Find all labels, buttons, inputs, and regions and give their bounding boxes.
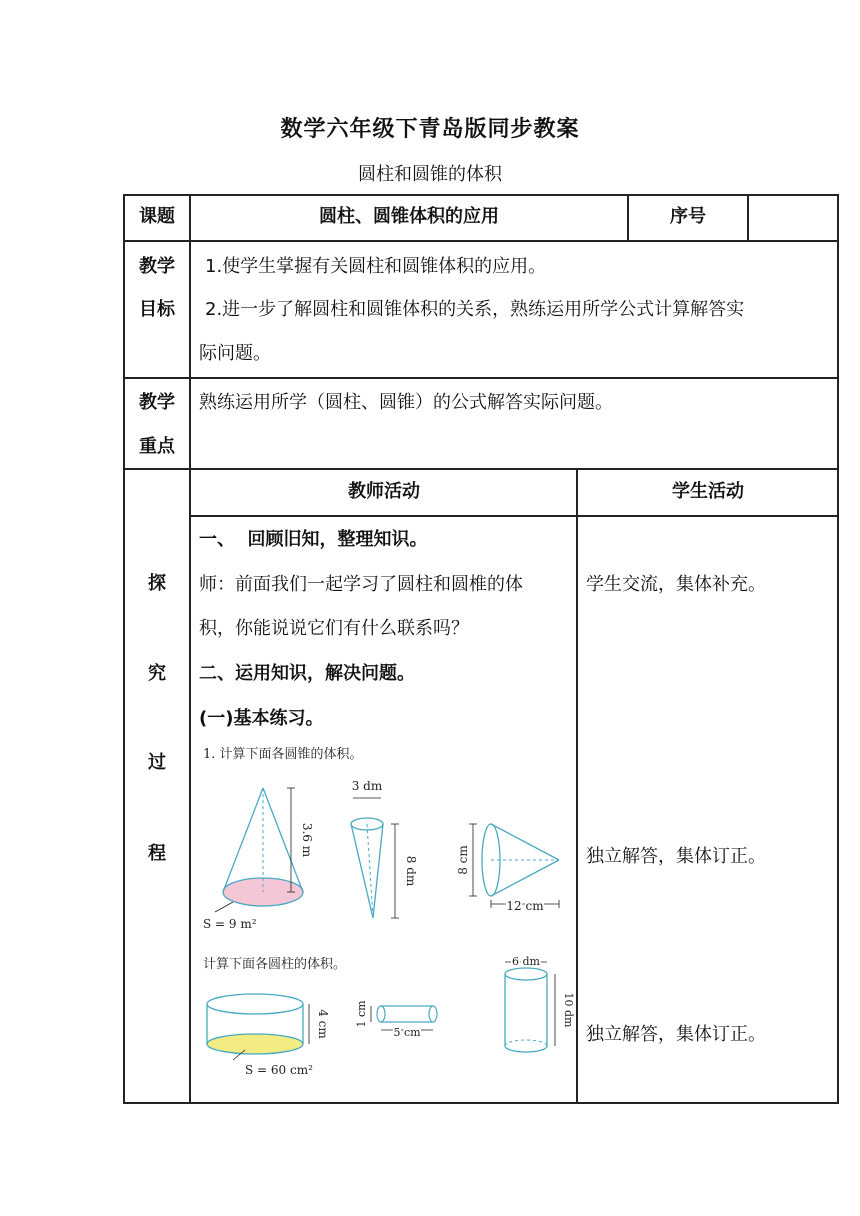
cone-1-height-label: 3.6 m [300, 822, 314, 858]
document-title: 数学六年级下青岛版同步教案 [280, 117, 580, 142]
student-activity-3: 独立解答，集体订正。 [586, 1024, 766, 1045]
section-heading-review: 一、 回顾旧知，整理知识。 [199, 529, 428, 550]
sequence-label: 序号 [670, 206, 706, 227]
cone-exercise-figure [199, 742, 573, 934]
topic-label: 课题 [139, 206, 175, 227]
cone-1-area-label: S = 9 m² [203, 917, 257, 931]
cylinder-2-diagram [355, 1000, 437, 1039]
cone-3-diameter-label: 8 cm [456, 845, 470, 875]
student-activity-2: 独立解答，集体订正。 [586, 846, 766, 867]
cone-2-diameter-label: 3 dm [351, 779, 383, 793]
goal-line-2: 2.进一步了解圆柱和圆锥体积的关系，熟练运用所学公式计算解答实 [205, 299, 745, 320]
cylinder-2-length-label: 5 cm [393, 1026, 421, 1039]
row-divider [123, 377, 839, 379]
key-text: 熟练运用所学（圆柱、圆锥）的公式解答实际问题。 [199, 392, 613, 413]
table-border-bottom [123, 1102, 839, 1104]
lesson-plan-table [123, 194, 839, 1104]
process-label-char: 究 [148, 663, 166, 684]
column-divider [747, 194, 749, 241]
cylinder-1-height-label: 4 cm [316, 1009, 330, 1039]
goal-line-3: 际问题。 [199, 343, 271, 364]
key-label-2: 重点 [139, 436, 175, 457]
teacher-line-2: 积，你能说说它们有什么联系吗？ [199, 618, 469, 639]
goals-label-2: 目标 [139, 299, 175, 320]
process-label-char: 程 [148, 843, 166, 864]
goal-line-1: 1.使学生掌握有关圆柱和圆锥体积的应用。 [205, 256, 547, 277]
document-subtitle: 圆柱和圆锥的体积 [358, 164, 502, 185]
cone-2-diagram [351, 779, 418, 918]
process-label-char: 探 [148, 573, 166, 594]
cylinder-3-diameter-label: 6 dm [512, 955, 540, 968]
column-divider [576, 468, 578, 1104]
cylinder-exercise-figure [199, 952, 573, 1082]
process-label-char: 过 [148, 752, 166, 773]
student-activity-1: 学生交流，集体补充。 [586, 574, 766, 595]
cone-3-diagram [456, 824, 559, 913]
goals-label-1: 教学 [139, 256, 175, 277]
column-divider [189, 194, 191, 1104]
cylinder-2-diameter-label: 1 cm [355, 1000, 368, 1028]
cone-exercise-title: 1. 计算下面各圆锥的体积。 [203, 747, 363, 762]
student-activity-header: 学生活动 [672, 481, 744, 502]
cone-3-height-label: 12 cm [506, 899, 544, 913]
row-divider [123, 240, 839, 242]
row-divider [190, 515, 839, 517]
teacher-activity-header: 教师活动 [348, 481, 420, 502]
cylinder-exercise-title: 计算下面各圆柱的体积。 [203, 957, 347, 972]
cylinder-1-base [207, 1034, 303, 1054]
teacher-line-1: 师：前面我们一起学习了圆柱和圆椎的体 [199, 574, 523, 595]
topic-value: 圆柱、圆锥体积的应用 [319, 206, 499, 227]
row-divider [123, 468, 839, 470]
cylinder-1-diagram [207, 994, 330, 1077]
cylinder-1-area-label: S = 60 cm² [245, 1063, 313, 1077]
cone-2-height-label: 8 dm [404, 855, 418, 887]
key-label-1: 教学 [139, 392, 175, 413]
table-border-top [123, 194, 839, 196]
cylinder-3-height-label: 10 dm [562, 992, 575, 1028]
subsection-basic-practice: (一)基本练习。 [199, 708, 324, 729]
cylinder-3-diagram [505, 955, 575, 1052]
cone-1-diagram [203, 788, 314, 931]
table-border-right [837, 194, 839, 1104]
section-heading-apply: 二、运用知识，解决问题。 [199, 663, 415, 684]
table-border-left [123, 194, 125, 1104]
